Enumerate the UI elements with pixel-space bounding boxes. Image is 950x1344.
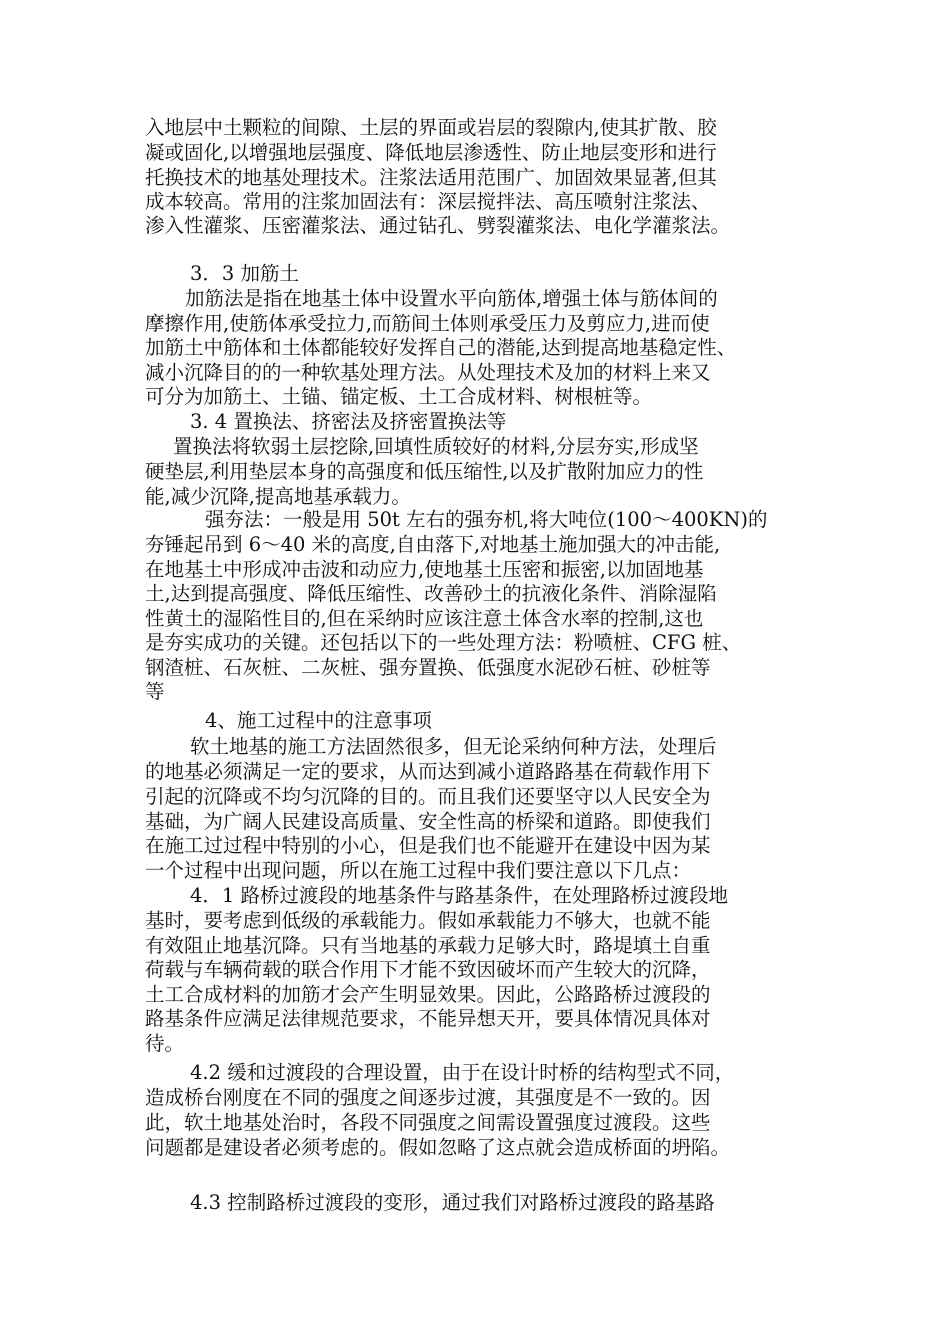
text-line: 加筋法是指在地基土体中设置水平向筋体,增强土体与筋体间的 [185, 287, 718, 310]
text-line: 土工合成材料的加筋才会产生明显效果。因此，公路路桥过渡段的 [145, 983, 711, 1006]
text-line: 的地基必须满足一定的要求，从而达到减小道路路基在荷载作用下 [145, 760, 711, 783]
text-line: 4.2 缓和过渡段的合理设置，由于在设计时桥的结构型式不同， [190, 1061, 735, 1084]
text-line: 强夯法：一般是用 50t 左右的强夯机,将大吨位(100～400KN)的 [205, 508, 768, 531]
text-line: 路基条件应满足法律规范要求，不能异想天开，要具体情况具体对 [145, 1007, 711, 1030]
text-line: 减小沉降目的的一种软基处理方法。从处理技术及加的材料上来又 [145, 361, 711, 384]
text-line: 4.3 控制路桥过渡段的变形，通过我们对路桥过渡段的路基路 [190, 1191, 715, 1214]
text-line: 土,达到提高强度、降低压缩性、改善砂土的抗液化条件、消除湿陷 [145, 582, 717, 605]
text-line: 凝或固化,以增强地层强度、降低地层渗透性、防止地层变形和进行 [145, 141, 717, 164]
text-line: 问题都是建设者必须考虑的。假如忽略了这点就会造成桥面的坍陷。 [145, 1136, 731, 1159]
text-line: 4、施工过程中的注意事项 [205, 709, 432, 732]
text-line: 软土地基的施工方法固然很多，但无论采纳何种方法，处理后 [190, 735, 717, 758]
text-line: 摩擦作用,使筋体承受拉力,而筋间土体则承受压力及剪应力,进而使 [145, 312, 710, 335]
text-line: 是夯实成功的关键。还包括以下的一些处理方法：粉喷桩、CFG 桩、 [145, 631, 742, 654]
text-line: 渗入性灌浆、压密灌浆法、通过钻孔、劈裂灌浆法、电化学灌浆法。 [145, 214, 731, 237]
text-line: 加筋土中筋体和土体都能较好发挥自己的潜能,达到提高地基稳定性、 [145, 336, 737, 359]
text-line: 夯锤起吊到 6～40 米的高度,自由落下,对地基土施加强大的冲击能, [145, 533, 721, 556]
text-line: 能,减少沉降,提高地基承载力。 [145, 485, 411, 508]
text-line: 造成桥台刚度在不同的强度之间逐步过渡，其强度是不一致的。因 [145, 1086, 711, 1109]
text-line: 4．1 路桥过渡段的地基条件与路基条件，在处理路桥过渡段地 [190, 884, 729, 907]
text-line: 等 [145, 680, 165, 703]
text-line: 硬垫层,利用垫层本身的高强度和低压缩性,以及扩散附加应力的性 [145, 460, 704, 483]
text-line: 荷载与车辆荷载的联合作用下才能不致因破坏而产生较大的沉降， [145, 958, 711, 981]
text-line: 在地基土中形成冲击波和动应力,使地基土压密和振密,以加固地基 [145, 558, 704, 581]
text-line: 引起的沉降或不均匀沉降的目的。而且我们还要坚守以人民安全为 [145, 785, 711, 808]
text-line: 托换技术的地基处理技术。注浆法适用范围广、加固效果显著,但其 [145, 166, 717, 189]
text-line: 钢渣桩、石灰桩、二灰桩、强夯置换、低强度水泥砂石桩、砂桩等 [145, 656, 711, 679]
text-line: 有效阻止地基沉降。只有当地基的承载力足够大时，路堤填土自重 [145, 934, 711, 957]
text-line: 在施工过过程中特别的小心，但是我们也不能避开在建设中因为某 [145, 834, 711, 857]
text-line: 性黄土的湿陷性目的,但在采纳时应该注意土体含水率的控制,这也 [145, 607, 704, 630]
text-line: 3．3 加筋土 [190, 262, 300, 285]
text-line: 此，软土地基处治时，各段不同强度之间需设置强度过渡段。这些 [145, 1111, 711, 1134]
text-line: 基础，为广阔人民建设高质量、安全性高的桥梁和道路。即使我们 [145, 810, 711, 833]
text-line: 基时，要考虑到低级的承载能力。假如承载能力不够大，也就不能 [145, 909, 711, 932]
text-line: 3. 4 置换法、挤密法及挤密置换法等 [190, 410, 507, 433]
text-line: 置换法将软弱土层挖除,回填性质较好的材料,分层夯实,形成坚 [173, 435, 699, 458]
text-line: 入地层中土颗粒的间隙、土层的界面或岩层的裂隙内,使其扩散、胶 [145, 116, 717, 139]
text-line: 待。 [145, 1032, 185, 1055]
text-line: 成本较高。常用的注浆加固法有：深层搅拌法、高压喷射注浆法、 [145, 190, 711, 213]
text-line: 可分为加筋土、土锚、锚定板、土工合成材料、树根桩等。 [145, 385, 653, 408]
text-line: 一个过程中出现问题，所以在施工过程中我们要注意以下几点： [145, 859, 692, 882]
